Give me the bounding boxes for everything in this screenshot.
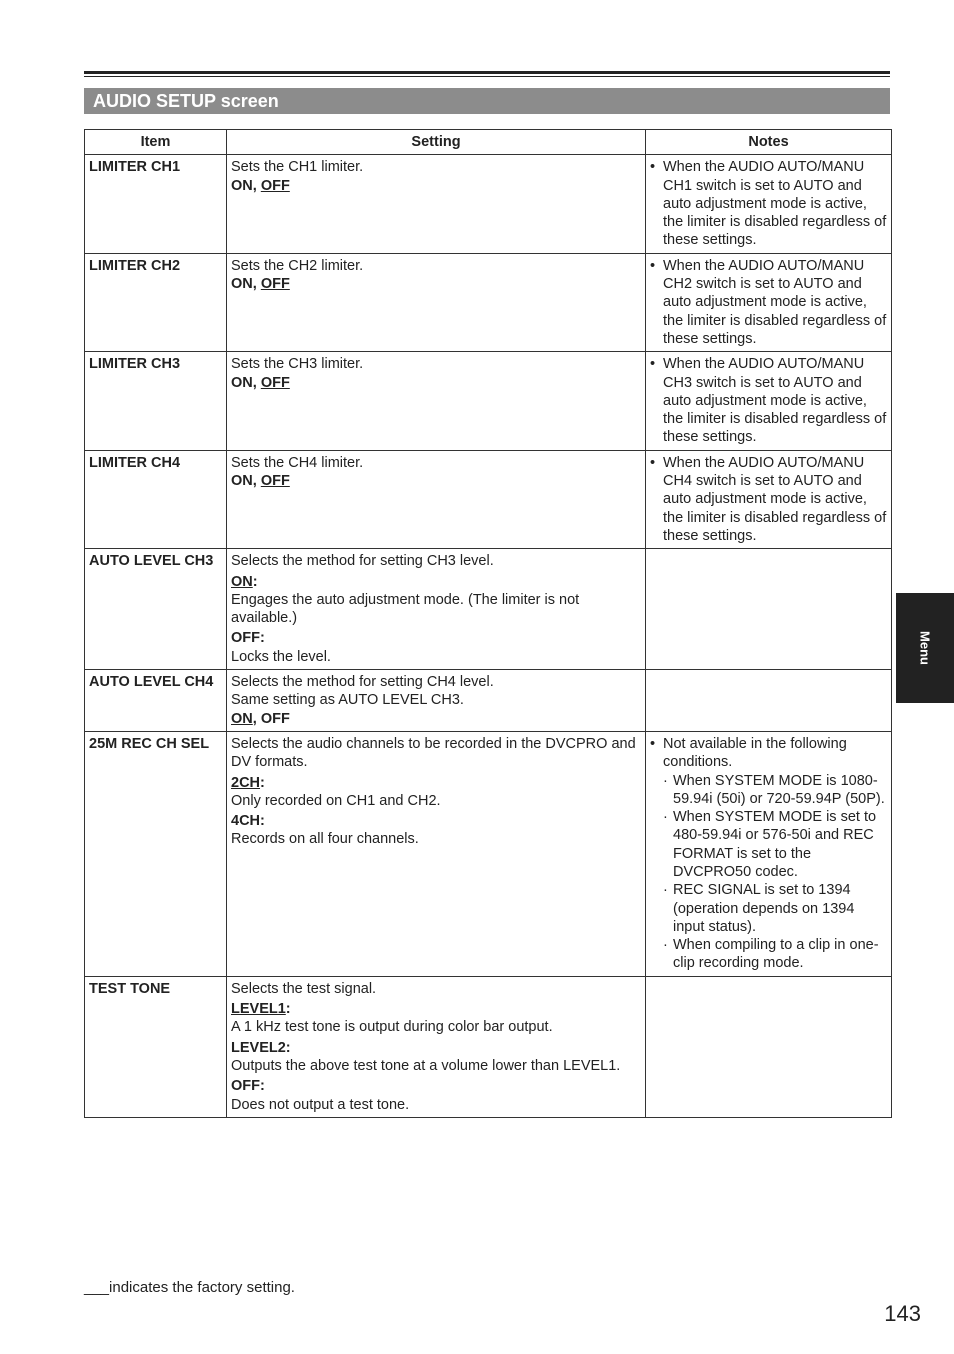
table-row — [85, 549, 892, 670]
note-item — [650, 735, 887, 973]
option-off-default: OFF — [260, 177, 290, 194]
row-setting — [227, 670, 646, 732]
setting-desc-2: Same setting as AUTO LEVEL CH3. — [231, 692, 464, 709]
table-row — [85, 253, 892, 351]
top-rule — [84, 71, 890, 74]
setting-options — [231, 710, 641, 728]
row-item: LIMITER CH3 — [85, 352, 227, 450]
option-on: ON — [231, 473, 253, 490]
option-level2-heading: LEVEL2: — [231, 1039, 291, 1056]
side-tab-label: Menu — [917, 631, 933, 665]
header-notes: Notes — [646, 130, 892, 155]
setting-options — [231, 374, 641, 392]
option-on-desc: Engages the auto adjustment mode. (The limiter is not available.) — [231, 591, 580, 627]
header-item: Item — [85, 130, 227, 155]
note-item: • When the AUDIO AUTO/MANU CH3 switch is set to AUTO and auto adjustment mode is active, the limiter is disabled regardless of these settings. — [650, 355, 887, 446]
row-item: AUTO LEVEL CH3 — [85, 549, 227, 670]
setting-desc: Selects the method for setting CH3 level. — [231, 553, 494, 570]
option-level1-heading — [231, 1000, 641, 1018]
audio-setup-table — [84, 129, 892, 1118]
row-setting — [227, 253, 646, 351]
row-item: 25M REC CH SEL — [85, 731, 227, 976]
option-off-default: OFF — [260, 473, 290, 490]
option-off-heading: OFF: — [231, 1078, 265, 1095]
table-row — [85, 670, 892, 732]
sub-note-item: · When SYSTEM MODE is set to 480-59.94i or 576-50i and REC FORMAT is set to the DVCPRO50 codec. — [663, 808, 887, 881]
row-setting — [227, 352, 646, 450]
option-off: OFF — [260, 710, 290, 727]
option-2ch-desc: Only recorded on CH1 and CH2. — [231, 792, 441, 809]
row-notes — [646, 731, 892, 976]
section-title: AUDIO SETUP screen — [84, 88, 890, 114]
row-setting — [227, 731, 646, 976]
note-item: • When the AUDIO AUTO/MANU CH2 switch is set to AUTO and auto adjustment mode is active, the limiter is disabled regardless of these settings. — [650, 257, 887, 348]
page-number: 143 — [884, 1301, 921, 1326]
row-setting — [227, 976, 646, 1117]
table-row — [85, 155, 892, 253]
option-4ch-desc: Records on all four channels. — [231, 831, 419, 848]
sub-note-item: · When SYSTEM MODE is 1080-59.94i (50i) or 720-59.94P (50P). — [663, 772, 887, 809]
note-item: • When the AUDIO AUTO/MANU CH4 switch is set to AUTO and auto adjustment mode is active, the limiter is disabled regardless of these settings. — [650, 454, 887, 545]
option-on: ON — [231, 276, 253, 293]
setting-desc: Sets the CH3 limiter. — [231, 356, 364, 373]
table-row — [85, 352, 892, 450]
option-colon: : — [285, 1001, 291, 1018]
header-setting: Setting — [227, 130, 646, 155]
option-on-default: ON — [231, 573, 253, 590]
row-item: LIMITER CH1 — [85, 155, 227, 253]
table-header-row — [85, 130, 892, 155]
option-off-desc: Locks the level. — [231, 648, 331, 665]
row-notes — [646, 549, 892, 670]
row-setting — [227, 155, 646, 253]
option-on: ON — [231, 177, 253, 194]
table-row — [85, 450, 892, 548]
option-level1-default: LEVEL1 — [231, 1001, 286, 1018]
row-item: AUTO LEVEL CH4 — [85, 670, 227, 732]
option-off-default: OFF — [260, 374, 290, 391]
sub-note-item: · REC SIGNAL is set to 1394 (operation depends on 1394 input status). — [663, 881, 887, 936]
table-row — [85, 731, 892, 976]
option-sep: , — [252, 710, 261, 727]
setting-options — [231, 472, 641, 490]
menu-side-tab — [896, 593, 954, 703]
setting-options — [231, 275, 641, 293]
row-notes — [646, 670, 892, 732]
option-on-heading — [231, 573, 641, 591]
row-notes — [646, 253, 892, 351]
option-sep: , — [252, 276, 261, 293]
row-item: LIMITER CH2 — [85, 253, 227, 351]
option-colon: : — [252, 573, 258, 590]
setting-desc: Selects the method for setting CH4 level. — [231, 674, 494, 691]
row-setting — [227, 549, 646, 670]
top-rule-thin — [84, 76, 890, 77]
option-off-heading: OFF: — [231, 630, 265, 647]
setting-desc: Sets the CH2 limiter. — [231, 257, 364, 274]
option-sep: , — [252, 177, 261, 194]
row-setting — [227, 450, 646, 548]
option-2ch-heading — [231, 774, 641, 792]
option-sep: , — [252, 374, 261, 391]
row-notes — [646, 352, 892, 450]
option-sep: , — [252, 473, 261, 490]
option-off-default: OFF — [260, 276, 290, 293]
option-level1-desc: A 1 kHz test tone is output during color bar output. — [231, 1019, 553, 1036]
sub-note-item: · When compiling to a clip in one-clip recording mode. — [663, 936, 887, 973]
row-item: TEST TONE — [85, 976, 227, 1117]
setting-desc: Sets the CH4 limiter. — [231, 454, 364, 471]
setting-desc: Selects the audio channels to be recorded in the DVCPRO and DV formats. — [231, 735, 636, 771]
setting-desc: Sets the CH1 limiter. — [231, 159, 364, 176]
option-4ch-heading: 4CH: — [231, 813, 265, 830]
option-2ch-default: 2CH — [231, 774, 261, 791]
option-level2-desc: Outputs the above test tone at a volume lower than LEVEL1. — [231, 1057, 621, 1074]
row-notes — [646, 976, 892, 1117]
factory-setting-footnote: ___indicates the factory setting. — [84, 1279, 295, 1296]
option-colon: : — [260, 774, 265, 791]
note-text: Not available in the following conditions. — [663, 735, 847, 771]
setting-options — [231, 177, 641, 195]
option-on: ON — [231, 374, 253, 391]
row-notes — [646, 155, 892, 253]
row-notes — [646, 450, 892, 548]
setting-desc: Selects the test signal. — [231, 980, 377, 997]
table-row — [85, 976, 892, 1117]
option-on-default: ON — [231, 710, 253, 727]
row-item: LIMITER CH4 — [85, 450, 227, 548]
option-off-desc: Does not output a test tone. — [231, 1096, 410, 1113]
note-item: • When the AUDIO AUTO/MANU CH1 switch is set to AUTO and auto adjustment mode is active, the limiter is disabled regardless of these settings. — [650, 158, 887, 249]
